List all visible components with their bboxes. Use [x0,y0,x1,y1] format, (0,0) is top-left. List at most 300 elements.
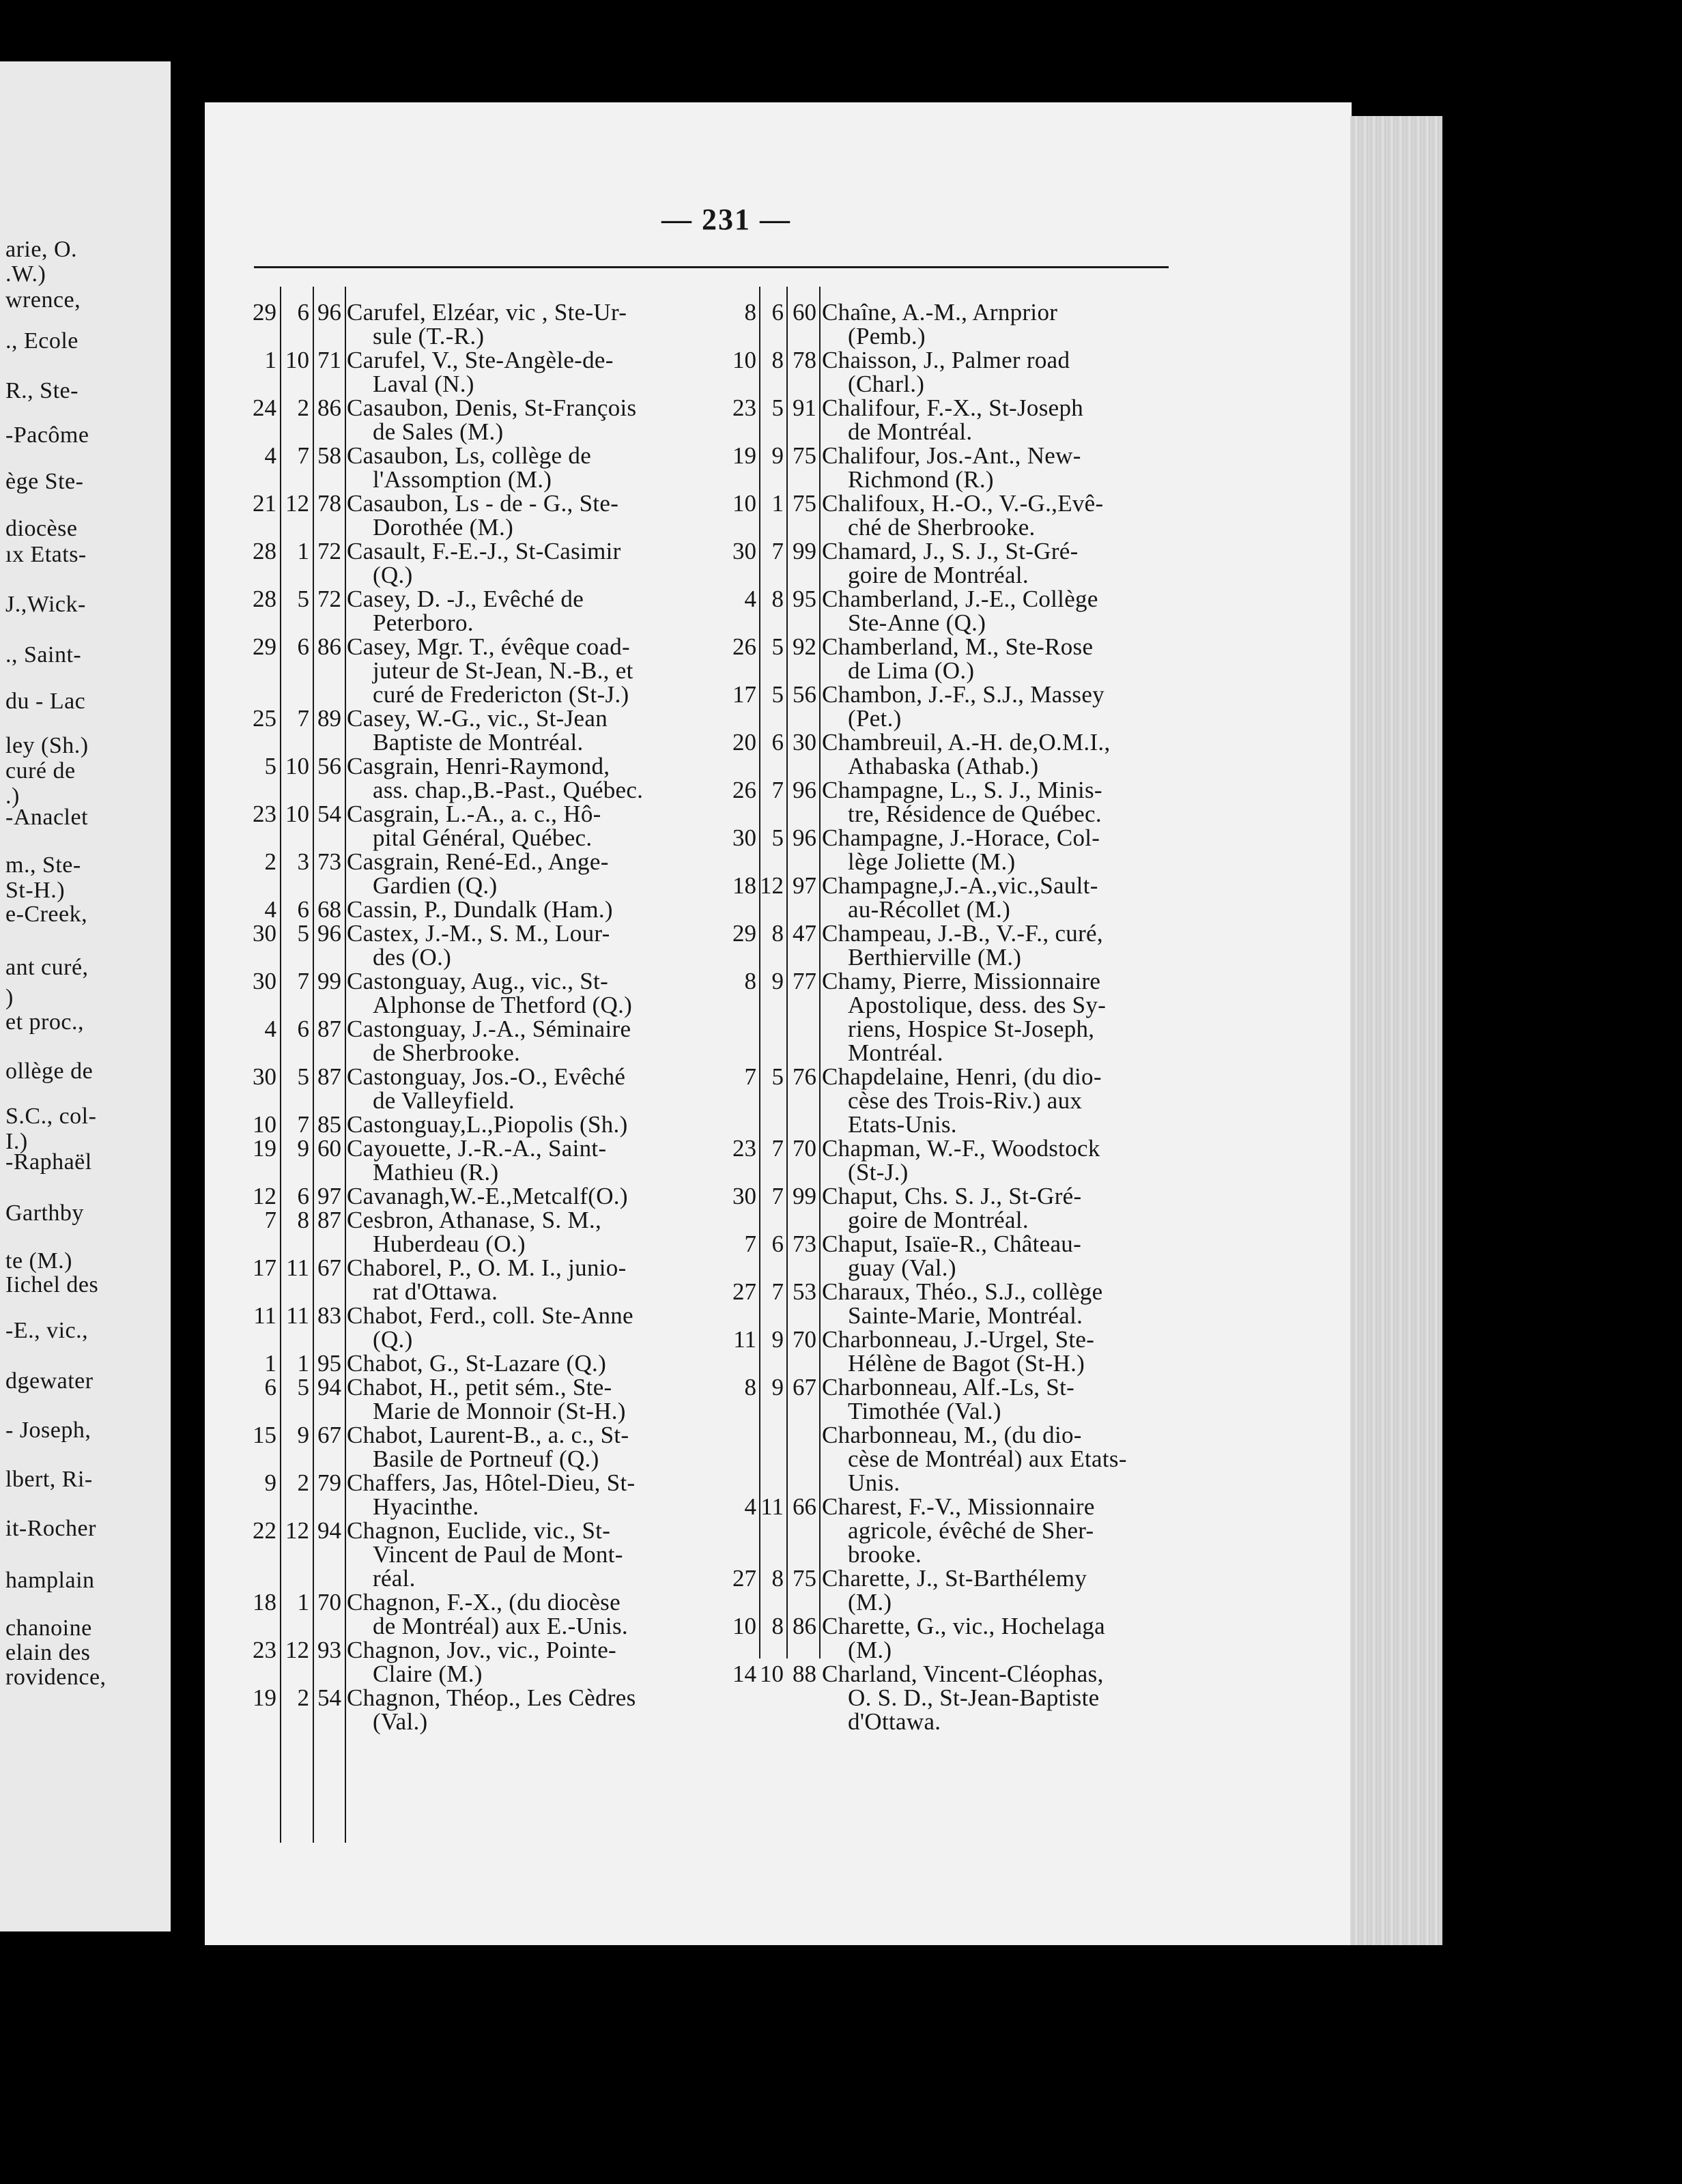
entry-number-a: 1 [264,1350,276,1377]
entry-number-a: 15 [253,1422,276,1448]
entry-number-a: 6 [264,1374,276,1400]
column-rule [345,287,346,1843]
entry-name: Champagne, L., S. J., Minis- [822,777,1102,803]
entry-continuation: agricole, évêché de Sher- [848,1517,1094,1544]
entry-number-c: 60 [317,1135,341,1162]
entry-name: Casgrain, L.-A., a. c., Hô- [347,801,601,827]
facing-page-line: ., Ecole [5,328,79,354]
entry-continuation: Marie de Monnoir (St-H.) [373,1398,626,1424]
entry-number-c: 99 [793,538,816,564]
entry-number-a: 26 [732,777,756,803]
entry-name: Casey, D. -J., Evêché de [347,586,584,612]
facing-page-line: St-H.) [5,878,66,903]
entry-number-c: 73 [793,1231,816,1257]
facing-page-line: dgewater [5,1368,94,1394]
entry-number-c: 54 [317,801,341,827]
entry-number-a: 18 [732,872,756,899]
entry-number-a: 30 [253,1063,276,1090]
entry-number-b: 8 [771,1565,784,1592]
entry-continuation: de Lima (O.) [848,657,975,684]
entry-name: Castonguay, Aug., vic., St- [347,968,609,994]
entry-name: Casaubon, Denis, St-François [347,394,637,421]
entry-number-c: 99 [793,1183,816,1209]
entry-name: Carufel, V., Ste-Angèle-de- [347,347,614,373]
facing-page-line: ège Ste- [5,469,84,494]
entry-number-a: 19 [253,1135,276,1162]
entry-number-a: 10 [732,490,756,517]
facing-page-line: .W.) [5,261,46,287]
entry-number-a: 8 [744,299,756,326]
entry-number-a: 29 [732,920,756,947]
entry-continuation: réal. [373,1565,416,1592]
entry-number-a: 10 [253,1111,276,1138]
entry-continuation: (Q.) [373,1326,413,1353]
entry-number-b: 2 [297,394,309,421]
entry-continuation: (M.) [848,1589,892,1615]
entry-number-b: 9 [771,1326,784,1353]
entry-number-c: 87 [317,1207,341,1233]
entry-number-c: 56 [793,681,816,708]
entry-name: Chaisson, J., Palmer road [822,347,1070,373]
entry-number-c: 67 [317,1422,341,1448]
entry-continuation: cèse des Trois-Riv.) aux [848,1087,1083,1114]
entry-number-c: 91 [793,394,816,421]
entry-number-c: 72 [317,586,341,612]
entry-number-a: 19 [253,1684,276,1711]
entry-number-c: 89 [317,705,341,732]
entry-continuation: Richmond (R.) [848,466,994,493]
entry-number-c: 30 [793,729,816,756]
entry-number-c: 79 [317,1469,341,1496]
entry-number-c: 96 [793,777,816,803]
entry-number-b: 12 [285,1637,309,1663]
facing-page-line: te (M.) [5,1248,72,1274]
facing-page-line: hamplain [5,1568,95,1593]
entry-name: Castonguay, J.-A., Séminaire [347,1016,631,1042]
entry-number-a: 11 [253,1302,276,1329]
entry-number-c: 73 [317,848,341,875]
entry-number-b: 7 [771,1278,784,1305]
entry-name: Casault, F.-E.-J., St-Casimir [347,538,621,564]
entry-number-b: 12 [285,490,309,517]
entry-number-b: 10 [285,801,309,827]
entry-number-b: 7 [771,1183,784,1209]
entry-number-c: 67 [793,1374,816,1400]
entry-continuation: (Val.) [373,1708,428,1735]
facing-page-line: -E., vic., [5,1318,89,1343]
entry-number-b: 1 [297,1589,309,1615]
entry-number-c: 71 [317,347,341,373]
entry-number-c: 93 [317,1637,341,1663]
facing-page-line: ley (Sh.) [5,733,89,758]
entry-number-c: 97 [317,1183,341,1209]
entry-name: Casgrain, Henri-Raymond, [347,753,610,779]
entry-number-c: 85 [317,1111,341,1138]
entry-name: Chaffers, Jas, Hôtel-Dieu, St- [347,1469,636,1496]
facing-page-line: wrence, [5,287,81,313]
entry-number-b: 8 [297,1207,309,1233]
column-rule [819,287,821,1658]
entry-number-b: 7 [297,1111,309,1138]
page-edge [1350,116,1442,1945]
facing-page-line: ant curé, [5,955,89,980]
entry-name: Castex, J.-M., S. M., Lour- [347,920,610,947]
entry-name: Cavanagh,W.-E.,Metcalf(O.) [347,1183,628,1209]
entry-number-b: 6 [771,1231,784,1257]
entry-continuation: de Sales (M.) [373,418,504,445]
entry-number-a: 23 [253,801,276,827]
entry-number-b: 2 [297,1469,309,1496]
entry-number-c: 67 [317,1254,341,1281]
entry-number-c: 86 [317,633,341,660]
entry-number-a: 26 [732,633,756,660]
entry-number-c: 56 [317,753,341,779]
entry-continuation: (Q.) [373,562,413,588]
entry-continuation: O. S. D., St-Jean-Baptiste [848,1684,1100,1711]
entry-number-a: 10 [732,1613,756,1639]
entry-number-a: 4 [744,586,756,612]
entry-continuation: rat d'Ottawa. [373,1278,498,1305]
facing-page-line: lbert, Ri- [5,1467,93,1492]
entry-number-b: 8 [771,1613,784,1639]
entry-continuation: au-Récollet (M.) [848,896,1011,923]
entry-number-b: 11 [760,1493,784,1520]
entry-name: Champagne,J.-A.,vic.,Sault- [822,872,1098,899]
entry-number-b: 9 [771,968,784,994]
entry-name: Chalifoux, H.-O., V.-G.,Evê- [822,490,1104,517]
facing-page-line: -Pacôme [5,422,89,448]
facing-page-line: Garthby [5,1201,84,1226]
facing-page-line: -Anaclet [5,805,89,830]
entry-number-c: 47 [793,920,816,947]
entry-number-b: 10 [285,753,309,779]
entry-continuation: Vincent de Paul de Mont- [373,1541,623,1568]
entry-continuation: lège Joliette (M.) [848,848,1016,875]
entry-number-a: 23 [732,394,756,421]
facing-page-line: ollège de [5,1059,94,1084]
entry-name: Chagnon, Jov., vic., Pointe- [347,1637,616,1663]
entry-number-b: 7 [771,1135,784,1162]
entry-name: Chapdelaine, Henri, (du dio- [822,1063,1102,1090]
facing-page-line: curé de [5,758,76,784]
entry-continuation: cèse de Montréal) aux Etats- [848,1446,1127,1472]
entry-name: Chagnon, Euclide, vic., St- [347,1517,611,1544]
entry-number-b: 8 [771,920,784,947]
entry-number-c: 94 [317,1517,341,1544]
facing-page-line: rovidence, [5,1665,106,1690]
entry-continuation: de Valleyfield. [373,1087,515,1114]
entry-number-c: 75 [793,490,816,517]
entry-number-a: 4 [264,896,276,923]
facing-page-line: it-Rocher [5,1516,96,1541]
entry-name: Chagnon, Théop., Les Cèdres [347,1684,636,1711]
entry-name: Charaux, Théo., S.J., collège [822,1278,1103,1305]
entry-number-c: 70 [793,1326,816,1353]
entry-number-b: 8 [771,586,784,612]
entry-number-b: 3 [297,848,309,875]
entry-number-a: 30 [253,920,276,947]
entry-continuation: tre, Résidence de Québec. [848,801,1102,827]
entry-number-a: 17 [253,1254,276,1281]
entry-name: Chamard, J., S. J., St-Gré- [822,538,1079,564]
entry-number-c: 95 [793,586,816,612]
entry-number-b: 6 [297,299,309,326]
entry-number-c: 54 [317,1684,341,1711]
entry-continuation: juteur de St-Jean, N.-B., et [373,657,633,684]
entry-number-c: 78 [793,347,816,373]
entry-number-b: 5 [771,1063,784,1090]
entry-name: Chaput, Chs. S. J., St-Gré- [822,1183,1082,1209]
entry-continuation: Etats-Unis. [848,1111,957,1138]
entry-number-c: 75 [793,1565,816,1592]
entry-continuation: ass. chap.,B.-Past., Québec. [373,777,644,803]
facing-page-line: elain des [5,1640,91,1665]
facing-page-line: ) [5,985,14,1010]
entry-number-b: 6 [771,729,784,756]
entry-number-b: 11 [286,1302,309,1329]
entry-number-a: 4 [744,1493,756,1520]
entry-number-c: 94 [317,1374,341,1400]
facing-page-line: diocèse [5,516,78,541]
entry-continuation: Ste-Anne (Q.) [848,609,986,636]
entry-number-b: 5 [297,920,309,947]
entry-number-b: 7 [297,968,309,994]
entry-continuation: de Montréal) aux E.-Unis. [373,1613,628,1639]
entry-number-c: 83 [317,1302,341,1329]
facing-page-line: ıx Etats- [5,542,87,567]
entry-number-a: 24 [253,394,276,421]
entry-number-b: 5 [771,681,784,708]
entry-number-b: 9 [771,442,784,469]
entry-number-b: 9 [297,1135,309,1162]
entry-number-a: 5 [264,753,276,779]
entry-name: Casey, Mgr. T., évêque coad- [347,633,630,660]
entry-name: Chambreuil, A.-H. de,O.M.I., [822,729,1111,756]
facing-page-line: J.,Wick- [5,592,86,617]
entry-number-a: 29 [253,299,276,326]
entry-continuation: Baptiste de Montréal. [373,729,584,756]
entry-number-c: 97 [793,872,816,899]
entry-number-c: 87 [317,1063,341,1090]
entry-number-b: 7 [771,538,784,564]
entry-continuation: Timothée (Val.) [848,1398,1001,1424]
entry-number-b: 9 [297,1422,309,1448]
entry-number-b: 7 [297,442,309,469]
facing-page-line: et proc., [5,1009,84,1035]
entry-name: Castonguay,L.,Piopolis (Sh.) [347,1111,628,1138]
entry-continuation: goire de Montréal. [848,1207,1029,1233]
entry-number-c: 75 [793,442,816,469]
entry-name: Chapman, W.-F., Woodstock [822,1135,1100,1162]
entry-name: Chagnon, F.-X., (du diocèse [347,1589,621,1615]
entry-number-b: 11 [286,1254,309,1281]
entry-continuation: goire de Montréal. [848,562,1029,588]
entry-name: Chabot, H., petit sém., Ste- [347,1374,612,1400]
entry-name: Charbonneau, Alf.-Ls, St- [822,1374,1075,1400]
facing-page-fragment [0,61,171,1931]
entry-name: Chabot, G., St-Lazare (Q.) [347,1350,607,1377]
facing-page-line: ., Saint- [5,642,82,667]
entry-continuation: Gardien (Q.) [373,872,498,899]
facing-page-line: S.C., col- [5,1104,97,1129]
entry-name: Cesbron, Athanase, S. M., [347,1207,602,1233]
entry-number-a: 17 [732,681,756,708]
entry-number-c: 96 [317,920,341,947]
entry-continuation: brooke. [848,1541,922,1568]
entry-name: Chamy, Pierre, Missionnaire [822,968,1101,994]
entry-number-c: 86 [793,1613,816,1639]
entry-number-a: 8 [744,1374,756,1400]
entry-number-a: 1 [264,347,276,373]
entry-name: Chalifour, F.-X., St-Joseph [822,394,1084,421]
entry-continuation: d'Ottawa. [848,1708,941,1735]
entry-number-c: 86 [317,394,341,421]
entry-number-a: 10 [732,347,756,373]
entry-number-b: 1 [297,538,309,564]
entry-number-a: 23 [732,1135,756,1162]
entry-number-b: 6 [297,1016,309,1042]
entry-number-c: 78 [317,490,341,517]
entry-number-a: 30 [732,1183,756,1209]
entry-number-b: 6 [297,896,309,923]
entry-name: Casgrain, René-Ed., Ange- [347,848,609,875]
facing-page-line: Iichel des [5,1272,99,1297]
entry-continuation: Claire (M.) [373,1661,483,1687]
entry-continuation: Basile de Portneuf (Q.) [373,1446,599,1472]
entry-number-a: 25 [253,705,276,732]
entry-continuation: ché de Sherbrooke. [848,514,1036,541]
entry-number-a: 28 [253,586,276,612]
entry-number-a: 11 [733,1326,756,1353]
entry-number-c: 99 [317,968,341,994]
entry-number-b: 5 [297,1063,309,1090]
facing-page-line: chanoine [5,1615,92,1641]
entry-number-a: 12 [253,1183,276,1209]
entry-number-a: 29 [253,633,276,660]
entry-number-a: 27 [732,1565,756,1592]
entry-number-a: 27 [732,1278,756,1305]
entry-continuation: Hyacinthe. [373,1493,479,1520]
entry-number-c: 70 [317,1589,341,1615]
entry-continuation: Athabaska (Athab.) [848,753,1039,779]
facing-page-line: - Joseph, [5,1418,91,1443]
entry-continuation: curé de Fredericton (St-J.) [373,681,629,708]
entry-number-c: 58 [317,442,341,469]
entry-number-c: 76 [793,1063,816,1090]
entry-number-a: 30 [253,968,276,994]
entry-continuation: Montréal. [848,1039,943,1066]
entry-number-a: 20 [732,729,756,756]
entry-name: Chamberland, M., Ste-Rose [822,633,1094,660]
entry-number-b: 9 [771,1374,784,1400]
entry-name: Charest, F.-V., Missionnaire [822,1493,1095,1520]
entry-number-c: 60 [793,299,816,326]
entry-number-c: 92 [793,633,816,660]
entry-name: Charbonneau, M., (du dio- [822,1422,1082,1448]
entry-number-a: 30 [732,538,756,564]
entry-number-b: 7 [771,777,784,803]
entry-continuation: de Montréal. [848,418,973,445]
entry-number-a: 2 [264,848,276,875]
facing-page-line: m., Ste- [5,852,81,878]
entry-continuation: Alphonse de Thetford (Q.) [373,992,633,1018]
entry-continuation: (Pet.) [848,705,902,732]
entry-continuation: (Charl.) [848,371,925,397]
entry-number-b: 5 [771,824,784,851]
entry-name: Casaubon, Ls - de - G., Ste- [347,490,619,517]
entry-continuation: guay (Val.) [848,1254,956,1281]
facing-page-line: I.) [5,1129,28,1154]
entry-number-a: 28 [253,538,276,564]
entry-number-b: 12 [760,872,784,899]
entry-number-b: 1 [297,1350,309,1377]
entry-continuation: Huberdeau (O.) [373,1231,526,1257]
entry-name: Charland, Vincent-Cléophas, [822,1661,1104,1687]
facing-page-line: e-Creek, [5,902,88,927]
entry-number-a: 7 [264,1207,276,1233]
entry-name: Casaubon, Ls, collège de [347,442,592,469]
entry-number-b: 1 [771,490,784,517]
facing-page-line: .) [5,784,20,809]
entry-name: Charette, G., vic., Hochelaga [822,1613,1105,1639]
entry-number-c: 53 [793,1278,816,1305]
entry-continuation: (M.) [848,1637,892,1663]
entry-name: Charette, J., St-Barthélemy [822,1565,1087,1592]
header-rule [254,266,1169,268]
entry-name: Carufel, Elzéar, vic , Ste-Ur- [347,299,627,326]
entry-number-a: 21 [253,490,276,517]
entry-number-b: 6 [297,633,309,660]
facing-page-line: -Raphaël [5,1149,92,1175]
entry-number-b: 7 [297,705,309,732]
facing-page-line: arie, O. [5,237,78,262]
entry-number-c: 96 [317,299,341,326]
entry-name: Charbonneau, J.-Urgel, Ste- [822,1326,1095,1353]
entry-number-c: 70 [793,1135,816,1162]
entry-continuation: Laval (N.) [373,371,474,397]
facing-page-line: du - Lac [5,689,86,714]
entry-continuation: riens, Hospice St-Joseph, [848,1016,1095,1042]
entry-name: Chambon, J.-F., S.J., Massey [822,681,1104,708]
entry-number-b: 5 [297,1374,309,1400]
entry-continuation: de Sherbrooke. [373,1039,521,1066]
entry-number-a: 14 [732,1661,756,1687]
entry-number-c: 77 [793,968,816,994]
entry-continuation: (Pemb.) [848,323,926,349]
entry-number-c: 66 [793,1493,816,1520]
entry-number-c: 88 [793,1661,816,1687]
entry-number-c: 72 [317,538,341,564]
entry-number-a: 30 [732,824,756,851]
entry-continuation: Sainte-Marie, Montréal. [848,1302,1083,1329]
entry-number-b: 6 [771,299,784,326]
entry-number-c: 68 [317,896,341,923]
entry-name: Castonguay, Jos.-O., Evêché [347,1063,626,1090]
entry-name: Champeau, J.-B., V.-F., curé, [822,920,1103,947]
entry-continuation: Mathieu (R.) [373,1159,499,1186]
entry-name: Cayouette, J.-R.-A., Saint- [347,1135,607,1162]
entry-continuation: pital Général, Québec. [373,824,593,851]
entry-number-b: 5 [297,586,309,612]
entry-continuation: Apostolique, dess. des Sy- [848,992,1107,1018]
facing-page-line: R., Ste- [5,378,79,403]
entry-name: Chalifour, Jos.-Ant., New- [822,442,1081,469]
entry-number-a: 7 [744,1231,756,1257]
entry-continuation: (St-J.) [848,1159,909,1186]
entry-number-a: 9 [264,1469,276,1496]
entry-name: Chamberland, J.-E., Collège [822,586,1098,612]
entry-number-a: 7 [744,1063,756,1090]
